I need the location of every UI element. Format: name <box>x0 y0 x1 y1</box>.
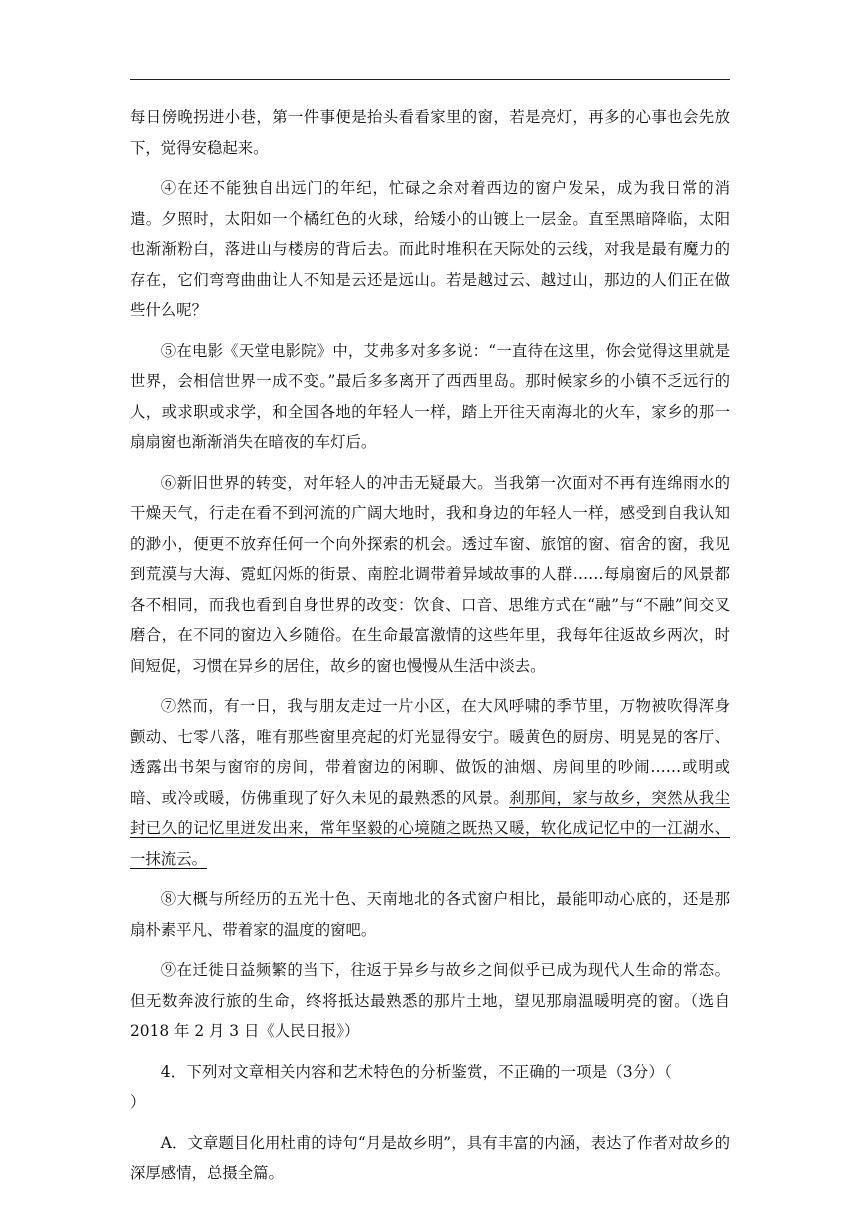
paragraph-6: ⑥新旧世界的转变，对年轻人的冲击无疑最大。当我第一次面对不再有连绵雨水的干燥天气，行走在看不到河流的广阔大地时，我和身边的年轻人一样，感受到自我认知的渺小，便更不放弃任何一个向外探索的机会。透过车窗、旅馆的窗、宿舍的窗，我见到荒漠与大海、霓虹闪烁的街景、南腔北调带着异域故事的人群……每扇窗后的风景都各不相同，而我也看到自身世界的改变：饮食、口音、思维方式在“融”与“不融”间交叉磨合，在不同的窗边入乡随俗。在生命最富激情的这些年里，我每年往返故乡两次，时间短促，习惯在异乡的居住，故乡的窗也慢慢从生活中淡去。 <box>130 473 730 675</box>
paragraph-5: ⑤在电影《天堂电影院》中，艾弗多对多多说：“一直待在这里，你会觉得这里就是世界，会相信世界一成不变。”最后多多离开了西西里岛。那时候家乡的小镇不乏远行的人，或求职或求学，和全国各地的年轻人一样，踏上开往天南海北的火车，家乡的那一扇扇窗也渐渐消失在暗夜的车灯后。 <box>130 341 730 451</box>
paragraph-4: ④在还不能独自出远门的年纪，忙碌之余对着西边的窗户发呆，成为我日常的消遣。夕照时，太阳如一个橘红色的火球，给矮小的山镀上一层金。直至黑暗降临，太阳也渐渐粉白，落进山与楼房的背后去。而此时堆积在天际处的云线，对我是最有魔力的存在，它们弯弯曲曲让人不知是云还是远山。若是越过云、越过山，那边的人们正在做些什么呢？ <box>130 179 730 319</box>
paragraph-7-text: ⑦然而，有一日，我与朋友走过一片小区，在大风呼啸的季节里，万物被吹得浑身颤动、七零八落，唯有那些窗里亮起的灯光显得安宁。暖黄色的厨房、明晃晃的客厅、透露出书架与窗帘的房间，带着窗边的闲聊、做饭的油烟、房间里的吵闹……或明或暗、或冷或暖，仿佛重现了好久未见的最熟悉的风景。 <box>130 697 730 807</box>
header-rule <box>130 79 730 80</box>
paragraph-8: ⑧大概与所经历的五光十色、天南地北的各式窗户相比，最能叩动心底的，还是那扇朴素平凡、带着家的温度的窗吧。 <box>130 890 730 939</box>
question-4 <box>130 1057 730 1118</box>
underlined-sentence: 刹那间，家与故乡，突然从我尘封已久的记忆里迸发出来，常年坚毅的心境随之既热又暖，软化成记忆中的一江湖水、一抹流云。 <box>130 788 730 868</box>
question-close: ） <box>130 1093 146 1111</box>
paragraph-9: ⑨在迁徙日益频繁的当下，往返于异乡与故乡之间似乎已成为现代人生命的常态。但无数奔波行旅的生命，终将抵达最熟悉的那片土地，望见那扇温暖明亮的窗。（选自 2018 年 2 月 3 日《人民日报》） <box>130 961 730 1040</box>
question-stem: 4．下列对文章相关内容和艺术特色的分析鉴赏，不正确的一项是（3分）（ <box>160 1062 672 1081</box>
paragraph-7 <box>130 691 730 874</box>
option-a: A．文章题目化用杜甫的诗句“月是故乡明”，具有丰富的内涵，表达了作者对故乡的深厚感情，总摄全篇。 <box>130 1133 730 1182</box>
document-body <box>130 102 730 1199</box>
paragraph-continued: 每日傍晚拐进小巷，第一件事便是抬头看看家里的窗，若是亮灯，再多的心事也会先放下，觉得安稳起来。 <box>130 108 730 157</box>
